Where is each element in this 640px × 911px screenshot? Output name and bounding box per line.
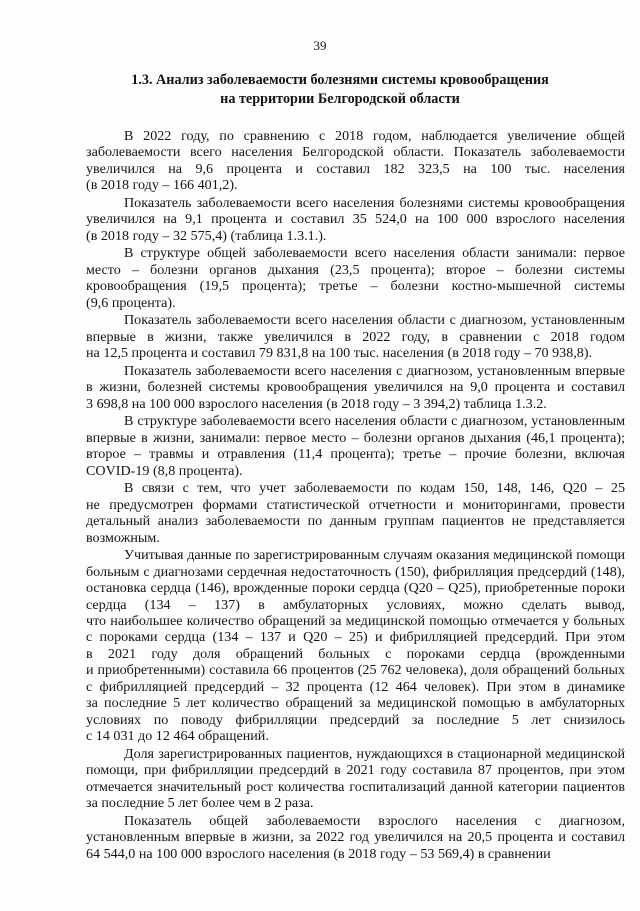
paragraph-line: больным с диагнозами сердечная недостаточность (150), фибрилляция предсердий (148), [86,563,625,580]
paragraph [86,312,625,361]
paragraph [86,413,625,479]
paragraph-line: с пороками сердца (134 – 137 и Q20 – 25) и фибрилляцией предсердий. При этом [86,629,625,646]
paragraph-line: установленным впервые в жизни, за 2022 год увеличился на 20,5 процента и составил [86,829,625,846]
paragraph-line: В структуре общей заболеваемости всего населения области занимали: первое [124,245,625,262]
paragraph-line: В 2022 году, по сравнению с 2018 годом, наблюдается увеличение общей [124,128,625,144]
section-heading-line-1: 1.3. Анализ заболеваемости болезнями системы кровообращения [131,72,549,88]
paragraph-line: с фибрилляцией предсердий – 32 процента (12 464 человек). При этом в динамике [86,678,625,695]
paragraph-line: впервые в жизни, также увеличился в 2022 году, в сравнении с 2018 годом [86,328,625,345]
paragraph-line: с 14 031 до 12 464 обращений. [86,728,269,745]
section-heading [90,71,590,109]
paragraph [86,746,625,812]
paragraph-line: Учитывая данные по зарегистрированным случаям оказания медицинской помощи [124,547,625,564]
paragraph-line: Доля зарегистрированных пациентов, нуждающихся в стационарной медицинской [124,745,625,762]
paragraph-line: место – болезни органов дыхания (23,5 процента); второе – болезни системы [86,261,625,278]
body-text [86,128,625,863]
paragraph-line: заболеваемости всего населения Белгородской области. Показатель заболеваемости [86,144,625,161]
paragraph-line: за последние 5 лет более чем в 2 раза. [86,795,314,811]
paragraph-line: и приобретенными) составила 66 процентов (25 762 человека), доля обращений больных [86,662,625,679]
paragraph-line: увеличился на 9,6 процента и составил 182 323,5 на 100 тыс. населения [86,160,625,177]
section-heading-line-2: на территории Белгородской области [220,91,460,107]
paragraph-line: COVID-19 (8,8 процента). [86,462,243,479]
paragraph-line: увеличился на 9,1 процента и составил 35 524,0 на 100 000 взрослого населения [86,211,625,228]
paragraph-line: (в 2018 году – 32 575,4) (таблица 1.3.1.). [86,227,327,244]
paragraph-line: на 12,5 процента и составил 79 831,8 на 100 тыс. населения (в 2018 году – 70 938,8). [86,345,593,362]
paragraph-line: помощи, при фибрилляции предсердий в 2021 году составила 87 процентов, при этом [86,762,625,779]
paragraph [86,128,625,194]
paragraph-line: сердца (134 – 137) в амбулаторных условиях, можно сделать вывод, [86,596,625,613]
paragraph [86,480,625,546]
paragraph-line: 64 544,0 на 100 000 взрослого населения (в 2018 году – 53 569,4) в сравнении [86,845,551,862]
paragraph [86,813,625,862]
paragraph-line: в 2021 году доля обращений больных с пороками сердца (врожденными [86,645,625,662]
paragraph-line: Показатель заболеваемости всего населения области с диагнозом, установленным [124,312,625,329]
page-number: 39 [313,38,327,53]
paragraph-line: Показатель заболеваемости всего населения болезнями системы кровообращения [124,194,625,211]
paragraph-line: (в 2018 году – 166 401,2). [86,177,238,194]
paragraph-line: за последние 5 лет количество обращений за медицинской помощью в амбулаторных [86,695,625,712]
paragraph [86,363,625,412]
paragraph-line: отмечается значительный рост количества госпитализаций данной категории пациентов [86,778,625,795]
paragraph-line: (9,6 процента). [86,294,176,311]
paragraph-line: остановка сердца (146), врожденные пороки сердца (Q20 – Q25), приобретенные пороки [86,580,625,597]
paragraph-line: детальный анализ заболеваемости по данным группам пациентов не представляется [86,513,625,530]
paragraph-line: В структуре заболеваемости всего населения области с диагнозом, установленным [124,413,625,430]
paragraph [86,195,625,244]
paragraph-line: возможным. [86,529,160,546]
paragraph-line: Показатель общей заболеваемости взрослого населения с диагнозом, [124,812,625,829]
paragraph-line: Показатель заболеваемости всего населения с диагнозом, установленным впервые [124,362,625,379]
paragraph-line: в жизни, болезней системы кровообращения увеличился на 9,0 процента и составил [86,379,625,396]
paragraph-line: 3 698,8 на 100 000 взрослого населения (в 2018 году – 3 394,2) таблица 1.3.2. [86,395,547,412]
paragraph-line: не предусмотрен формами статистической отчетности и мониторингами, провести [86,496,625,513]
paragraph-line: второе – травмы и отравления (11,4 процента); третье – прочие болезни, включая [86,446,625,463]
paragraph [86,245,625,311]
paragraph-line: что наибольшее количество обращений за медицинской помощью отмечается у больных [86,613,625,629]
paragraph-line: В связи с тем, что учет заболеваемости по кодам 150, 148, 146, Q20 – 25 [124,480,625,497]
paragraph-line: впервые в жизни, занимали: первое место – болезни органов дыхания (46,1 процента); [86,429,625,446]
paragraph [86,547,625,744]
paragraph-line: кровообращения (19,5 процента); третье – болезни костно-мышечной системы [86,278,625,295]
paragraph-line: условиях по поводу фибрилляции предсердий за последние 5 лет снизилось [86,711,625,728]
